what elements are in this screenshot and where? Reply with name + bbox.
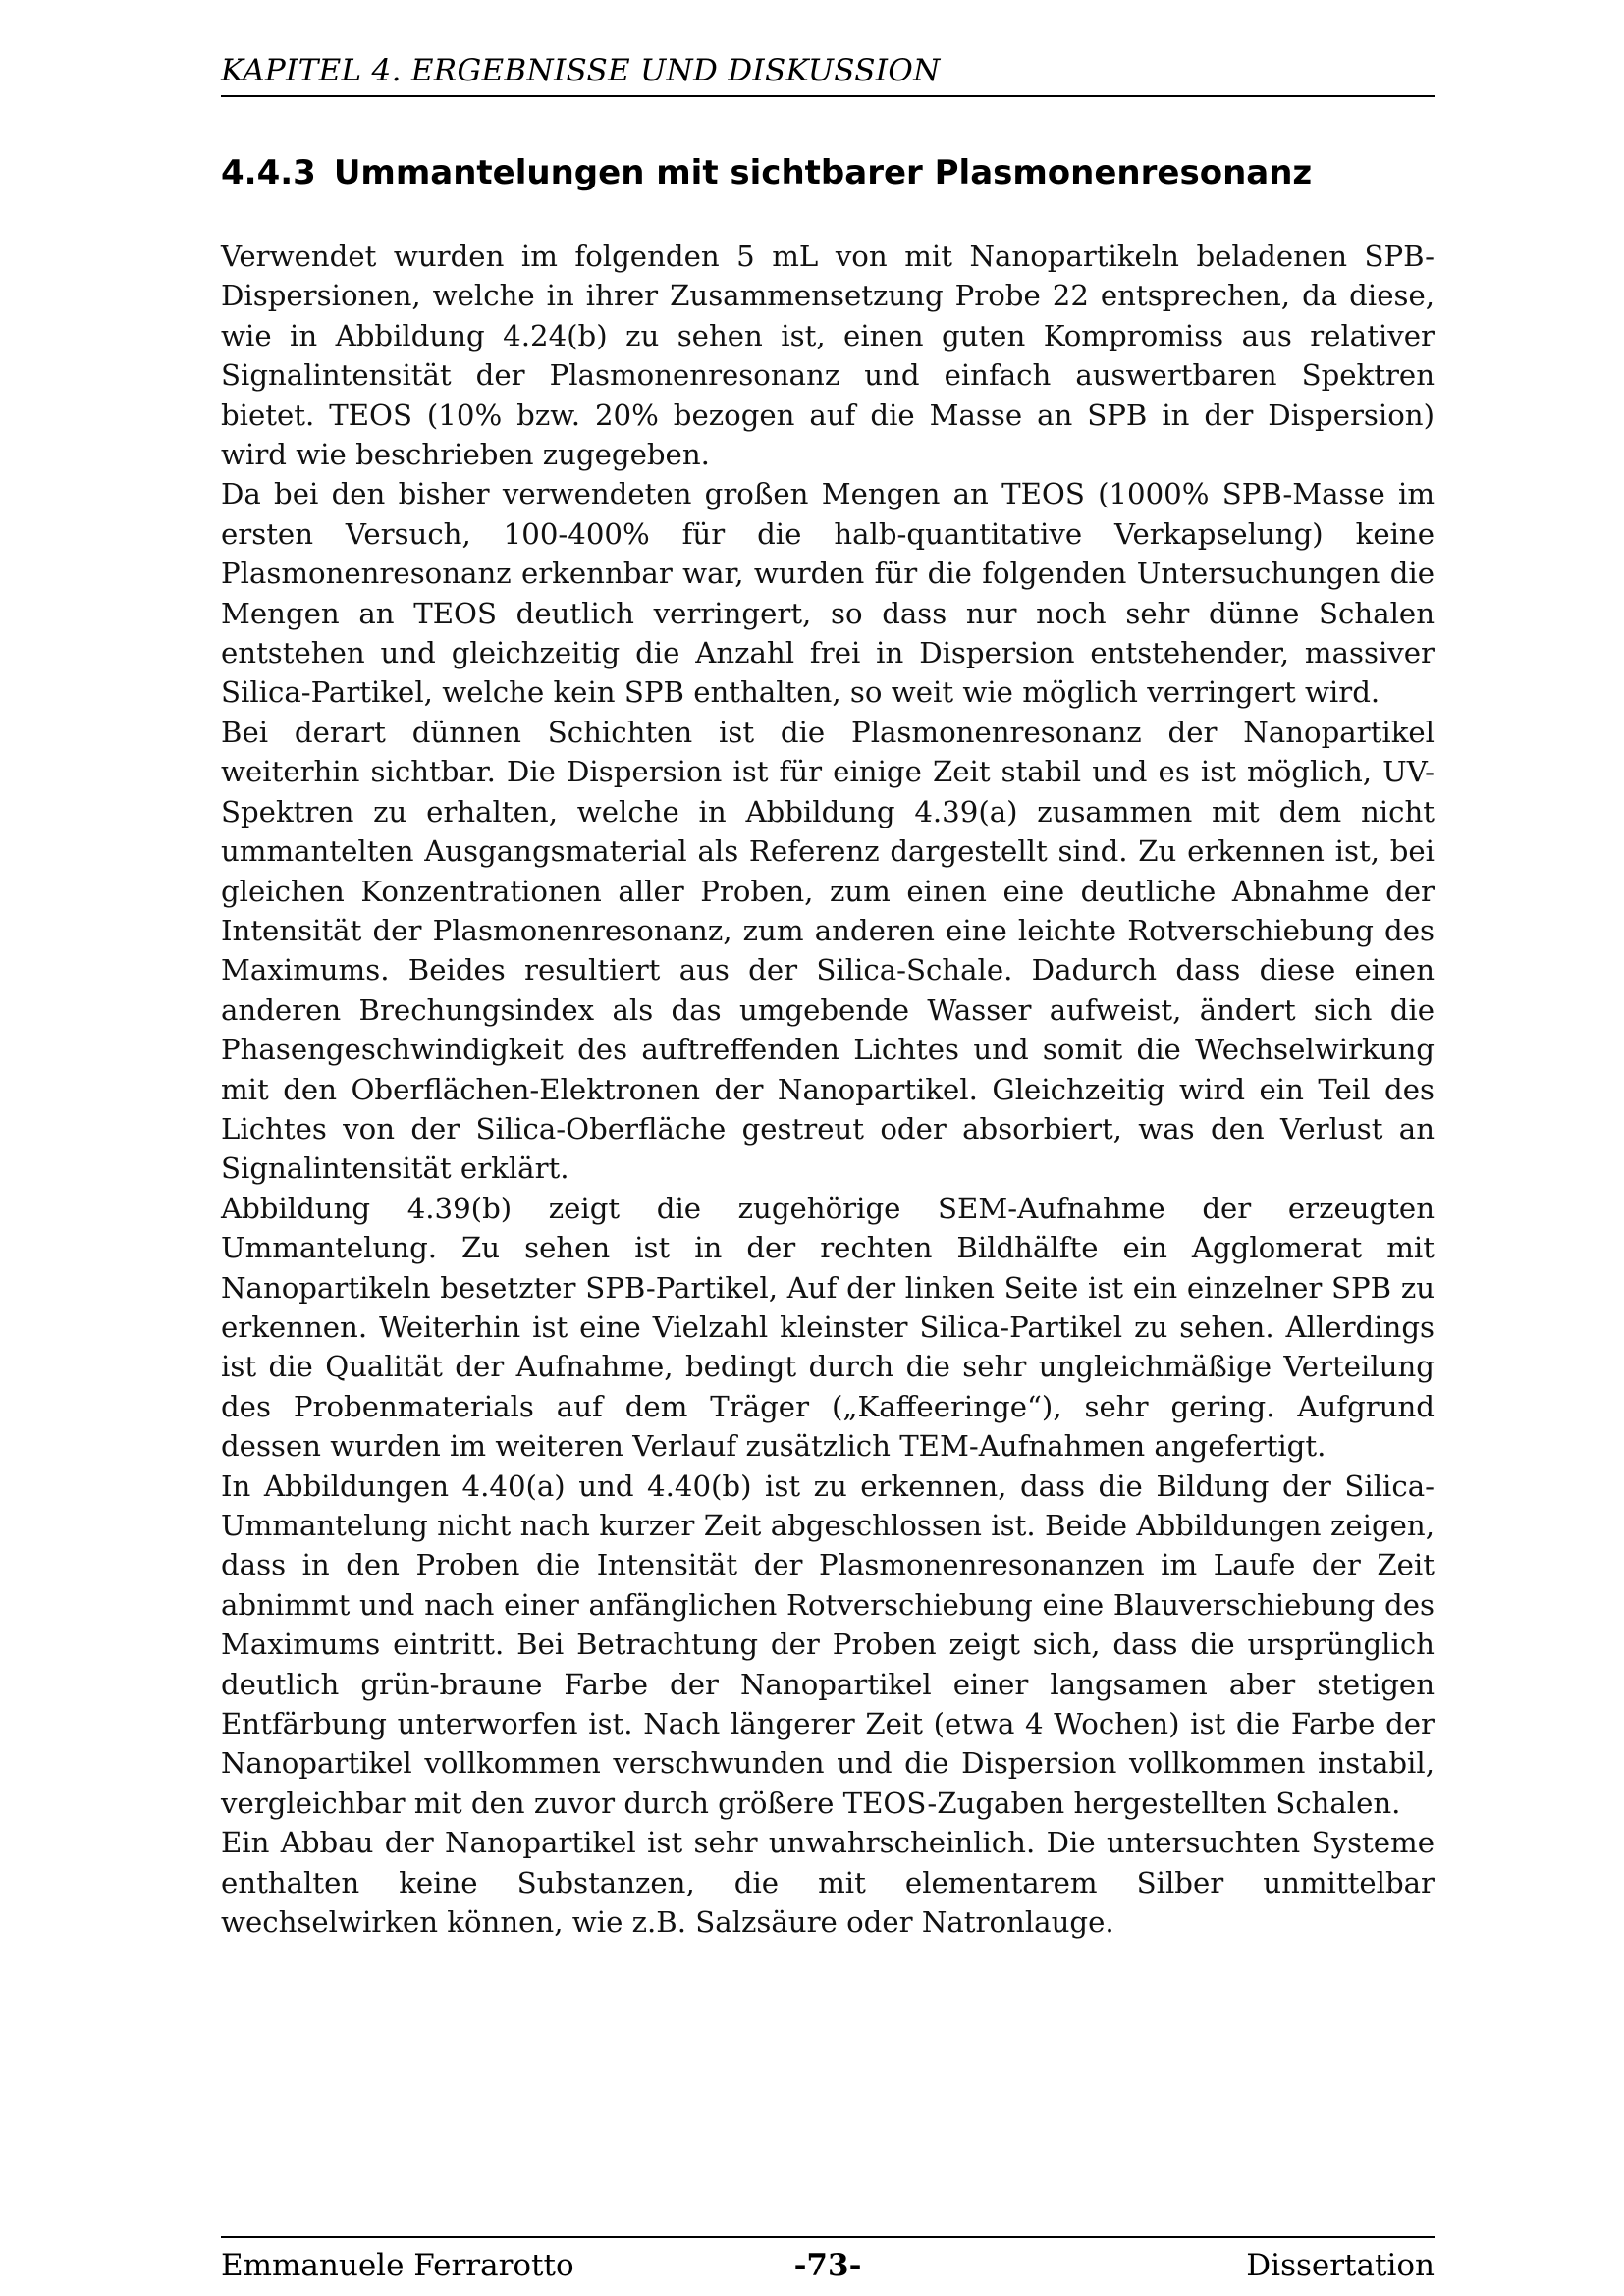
paragraph: Bei derart dünnen Schichten ist die Plasmonenresonanz der Nanopartikel weiterhin sichtbar. Die Dispersion ist für einige Zeit stabil und es ist möglich, UV-Spektren zu erhalten, welche in Abbildung 4.39(a) zusammen mit dem nicht ummantelten Ausgangsmaterial als Referenz dargestellt sind. Zu erkennen ist, bei gleichen Konzentrationen aller Proben, zum einen eine deutliche Abnahme der Intensität der Plasmonenresonanz, zum anderen eine leichte Rotverschiebung des Maximums. Beides resultiert aus der Silica-Schale. Dadurch dass diese einen anderen Brechungsindex als das umgebende Wasser aufweist, ändert sich die Phasengeschwindigkeit des auftreffenden Lichtes und somit die Wechselwirkung mit den Oberflächen-Elektronen der Nanopartikel. Gleichzeitig wird ein Teil des Lichtes von der Silica-Oberfläche gestreut oder absorbiert, was den Verlust an Signalintensität erklärt. <box>221 715 1435 1186</box>
section-number: 4.4.3 <box>221 153 316 192</box>
page-footer <box>221 2246 1435 2285</box>
footer-rule <box>221 2236 1435 2238</box>
section-heading <box>221 151 1435 194</box>
page-number: -73- <box>793 2248 862 2283</box>
header-rule <box>221 95 1435 97</box>
paragraph: Ein Abbau der Nanopartikel ist sehr unwahrscheinlich. Die untersuchten Systeme enthalten keine Substanzen, die mit elementarem Silber unmittelbar wechselwirken können, wie z.B. Salzsäure oder Natronlauge. <box>221 1826 1435 1940</box>
footer-author: Emmanuele Ferrarotto <box>221 2248 574 2283</box>
body-text <box>221 237 1435 1942</box>
paragraph: Abbildung 4.39(b) zeigt die zugehörige SEM-Aufnahme der erzeugten Ummantelung. Zu sehen ist in der rechten Bildhälfte ein Agglomerat mit Nanopartikeln besetzter SPB-Partikel, Auf der linken Seite ist ein einzelner SPB zu erkennen. Weiterhin ist eine Vielzahl kleinster Silica-Partikel zu sehen. Allerdings ist die Qualität der Aufnahme, bedingt durch die sehr ungleichmäßige Verteilung des Probenmaterials auf dem Träger („Kaffeeringe“), sehr gering. Aufgrund dessen wurden im weiteren Verlauf zusätzlich TEM-Aufnahmen angefertigt. <box>221 1191 1435 1464</box>
paragraph: Verwendet wurden im folgenden 5 mL von mit Nanopartikeln beladenen SPB-Dispersionen, welche in ihrer Zusammensetzung Probe 22 entsprechen, da diese, wie in Abbildung 4.24(b) zu sehen ist, einen guten Kompromiss aus relativer Signalintensität der Plasmonenresonanz und einfach auswertbaren Spektren bietet. TEOS (10% bzw. 20% bezogen auf die Masse an SPB in der Dispersion) wird wie beschrieben zugegeben. <box>221 240 1435 472</box>
paragraph: Da bei den bisher verwendeten großen Mengen an TEOS (1000% SPB-Masse im ersten Versuch, 100-400% für die halb-quantitative Verkapselung) keine Plasmonenresonanz erkennbar war, wurden für die folgenden Untersuchungen die Mengen an TEOS deutlich verringert, so dass nur noch sehr dünne Schalen entstehen und gleichzeitig die Anzahl frei in Dispersion entstehender, massiver Silica-Partikel, welche kein SPB enthalten, so weit wie möglich verringert wird. <box>221 477 1435 710</box>
paragraph: In Abbildungen 4.40(a) und 4.40(b) ist zu erkennen, dass die Bildung der Silica-Ummantelung nicht nach kurzer Zeit abgeschlossen ist. Beide Abbildungen zeigen, dass in den Proben die Intensität der Plasmonenresonanzen im Laufe der Zeit abnimmt und nach einer anfänglichen Rotverschiebung eine Blauverschiebung des Maximums eintritt. Bei Betrachtung der Proben zeigt sich, dass die ursprünglich deutlich grün-braune Farbe der Nanopartikel einer langsamen aber stetigen Entfärbung unterworfen ist. Nach längerer Zeit (etwa 4 Wochen) ist die Farbe der Nanopartikel vollkommen verschwunden und die Dispersion vollkommen instabil, vergleichbar mit den zuvor durch größere TEOS-Zugaben hergestellten Schalen. <box>221 1468 1435 1820</box>
section-title: Ummantelungen mit sichtbarer Plasmonenresonanz <box>333 153 1313 192</box>
footer-document-type: Dissertation <box>1246 2248 1435 2283</box>
running-header: KAPITEL 4. ERGEBNISSE UND DISKUSSION <box>221 53 941 88</box>
